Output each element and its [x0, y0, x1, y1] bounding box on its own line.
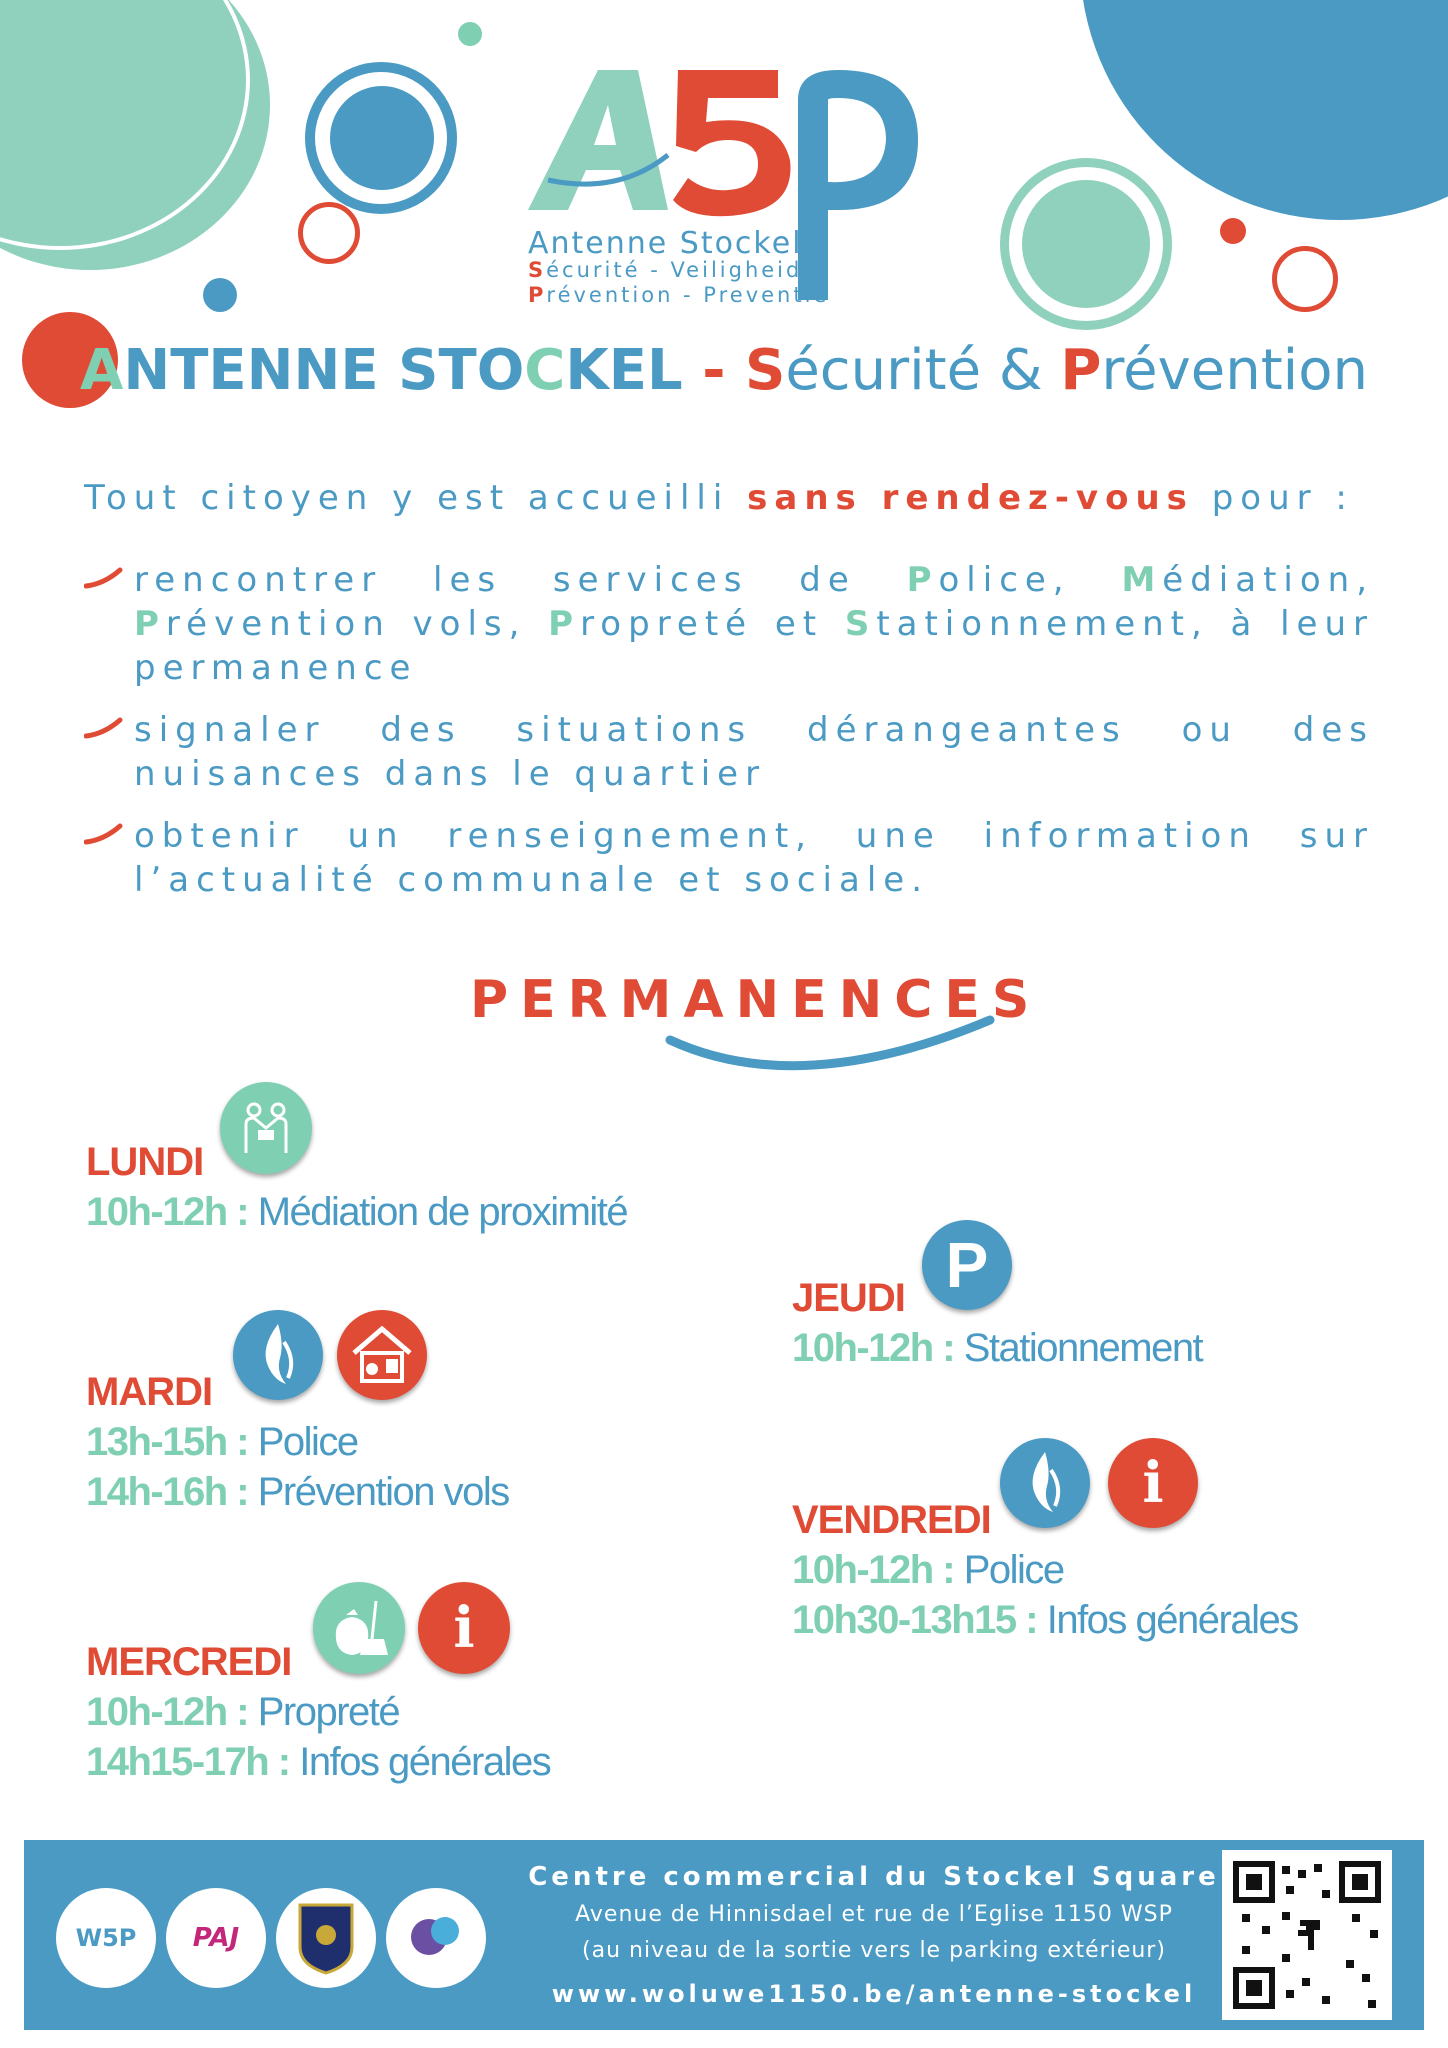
info-icon: i: [418, 1582, 510, 1674]
decor-dot-teal: [458, 22, 482, 46]
swoosh-bullet-icon: [84, 716, 124, 740]
bullet-report-nuisances: signaler des situations dérangeantes ou des nuisances dans le quartier: [84, 708, 1374, 796]
footer-banner: [24, 1840, 1424, 2030]
mediation-handshake-icon: [220, 1082, 312, 1174]
title-swoosh-decoration: [660, 1010, 1000, 1090]
page-title: ANTENNE STOCKEL - Sécurité & Prévention: [80, 338, 1368, 403]
decor-circle-blue-filled: [330, 86, 434, 190]
logo-subtitle-securite: Sécurité - Veiligheid: [528, 258, 803, 282]
parking-icon: P: [922, 1220, 1012, 1310]
logo-subtitle-prevention: Prévention - Preventie: [528, 283, 830, 307]
swoosh-bullet-icon: [84, 822, 124, 846]
day-lundi: LUNDI: [86, 1140, 204, 1184]
mercredi-slot-1: 10h-12h : Propreté: [86, 1690, 400, 1734]
burglary-prevention-house-icon: [337, 1310, 427, 1400]
bullet-information: obtenir un renseignement, une information sur l’actualité communale et sociale.: [84, 814, 1374, 902]
decor-circle-red-ring-small: [298, 202, 360, 264]
jeudi-slot-1: 10h-12h : Stationnement: [792, 1326, 1203, 1370]
bullet-police-services: rencontrer les services de Police, Médiation, Prévention vols, Propreté et Stationnement, à leur permanence: [84, 558, 1374, 690]
decor-circle-red-ring-right: [1272, 246, 1338, 312]
footer-address-note: (au niveau de la sortie vers le parking extérieur): [582, 1938, 1166, 1963]
decor-circle-teal-filled: [1022, 180, 1150, 308]
decor-dot-red: [1220, 218, 1246, 244]
lundi-slot-1: 10h-12h : Médiation de proximité: [86, 1190, 628, 1234]
info-icon: i: [1108, 1438, 1198, 1528]
qr-code-icon: [1222, 1850, 1392, 2020]
footer-location-title: Centre commercial du Stockel Square: [528, 1862, 1220, 1892]
police-flame-icon: [1000, 1438, 1090, 1528]
w5p-partner-logo: W5P: [56, 1888, 156, 1988]
cleanliness-trash-broom-icon: [313, 1582, 405, 1674]
police-flame-icon: [233, 1310, 323, 1400]
qr-code[interactable]: [1222, 1850, 1392, 2020]
day-vendredi: VENDREDI: [792, 1498, 991, 1542]
day-mercredi: MERCREDI: [86, 1640, 292, 1684]
day-mardi: MARDI: [86, 1370, 213, 1414]
police-montgomery-partner-logo: [276, 1888, 376, 1988]
logo-subtitle-antenne: Antenne Stockel: [528, 226, 803, 261]
police-badge-icon: [296, 1901, 356, 1975]
safe-brussels-icon: [401, 1913, 471, 1963]
day-jeudi: JEUDI: [792, 1276, 905, 1320]
vendredi-slot-1: 10h-12h : Police: [792, 1548, 1064, 1592]
paj-partner-logo: PAJ: [166, 1888, 266, 1988]
swoosh-bullet-icon: [84, 566, 124, 590]
permanences-title: PERMANENCES: [470, 970, 1042, 1030]
vendredi-slot-2: 10h30-13h15 : Infos générales: [792, 1598, 1298, 1642]
mardi-slot-2: 14h-16h : Prévention vols: [86, 1470, 509, 1514]
mercredi-slot-2: 14h15-17h : Infos générales: [86, 1740, 551, 1784]
decor-dot-blue: [203, 278, 237, 312]
mardi-slot-1: 13h-15h : Police: [86, 1420, 358, 1464]
footer-address: Avenue de Hinnisdael et rue de l’Eglise 1150 WSP: [575, 1902, 1173, 1927]
safe-brussels-partner-logo: [386, 1888, 486, 1988]
intro-text: Tout citoyen y est accueilli sans rendez-vous pour :: [84, 478, 1354, 518]
footer-website-link[interactable]: www.woluwe1150.be/antenne-stockel: [551, 1980, 1197, 2008]
